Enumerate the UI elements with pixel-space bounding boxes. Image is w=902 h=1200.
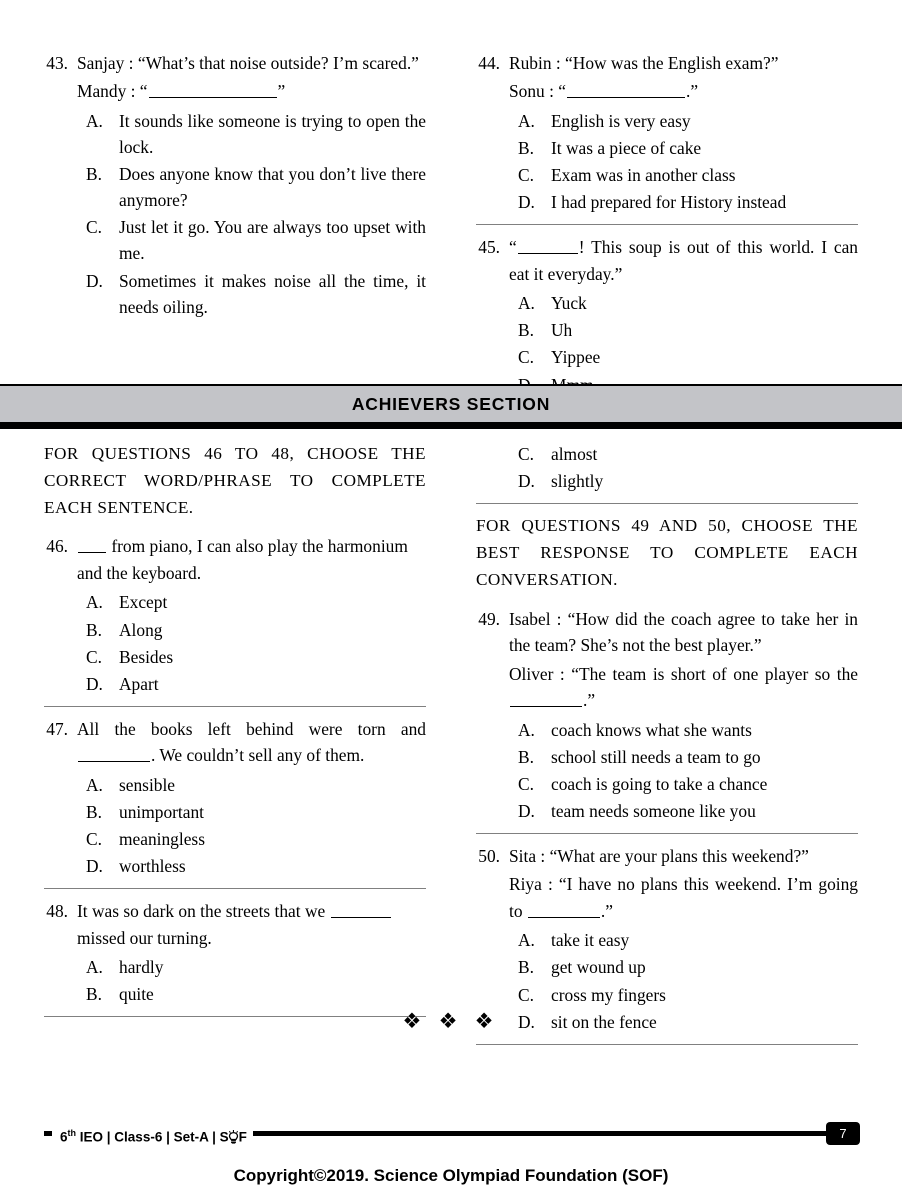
question-48-options-left [44,954,426,1007]
option-b[interactable] [86,981,426,1007]
answer-blank [518,237,578,254]
option-b[interactable] [86,799,426,825]
question-separator [44,888,426,889]
question-48-options-right [476,441,858,494]
question-44-line2 [509,78,858,104]
option-d-letter: D. [86,856,103,877]
option-a[interactable] [518,108,858,134]
option-c-letter: C. [518,347,534,368]
option-b-text: quite [119,984,154,1005]
option-c[interactable] [518,441,858,467]
option-a-letter: A. [518,719,535,740]
option-a-letter: A. [518,930,535,951]
bottom-left-column [44,441,426,1054]
option-b[interactable] [86,161,426,213]
option-a-letter: A. [518,293,535,314]
question-44-line2-suffix: .” [686,81,699,102]
option-b[interactable] [518,744,858,770]
answer-blank [528,901,600,918]
question-separator [476,503,858,504]
question-48 [44,898,426,1007]
footer-suffix: F [238,1129,247,1145]
option-c-text: coach is going to take a chance [551,773,768,794]
option-b-letter: B. [518,746,534,767]
option-c[interactable] [86,214,426,266]
option-c-letter: C. [518,444,534,464]
question-44-line1: Rubin : “How was the English exam?” [509,53,779,73]
option-a-text: sensible [119,774,176,795]
question-46-suffix: from piano, I can also play the harmonium and the keyboard. [77,536,408,583]
option-c-text: almost [551,444,598,464]
option-b-letter: B. [86,801,102,822]
question-separator [476,224,858,225]
option-b[interactable] [86,617,426,643]
question-45-text [509,234,858,287]
answer-blank [149,81,277,98]
option-b-text: school still needs a team to go [551,746,761,767]
question-45-prefix: “ [509,237,517,258]
option-a[interactable] [86,589,426,615]
question-47-options [44,772,426,879]
option-c-text: meaningless [119,828,205,849]
option-a-letter: A. [86,110,103,131]
question-43-number: 43. [46,53,68,73]
banner-bottom-rule [0,422,902,429]
option-c-letter: C. [86,828,102,849]
option-a[interactable] [86,772,426,798]
question-49-line2-suffix: .” [583,690,596,711]
option-c[interactable] [86,644,426,670]
option-d[interactable] [86,671,426,697]
question-48-text [77,898,426,951]
option-c-letter: C. [518,165,534,186]
instruction-right: FOR QUESTIONS 49 AND 50, CHOOSE THE BEST RESPONSE TO COMPLETE EACH CONVERSATION. [476,516,858,589]
option-a-text: English is very easy [551,110,691,131]
answer-blank [78,536,106,553]
bottom-question-columns [0,441,902,1054]
diamond-ornament-icon: ❖ ❖ ❖ [402,1009,500,1033]
option-a-text: coach knows what she wants [551,719,752,740]
question-47 [44,716,426,879]
question-46-number: 46. [46,536,68,557]
question-50 [476,843,858,1035]
question-49-line2-prefix: Oliver : “The team is short of one player so the [509,663,858,684]
question-48-prefix: It was so dark on the streets that we [77,901,330,922]
question-50-number: 50. [478,845,500,866]
option-a-text: Yuck [551,293,587,314]
option-a-letter: A. [86,774,103,795]
question-46 [44,533,426,696]
banner-title: ACHIEVERS SECTION [351,393,551,414]
option-d-text: I had prepared for History instead [551,192,787,213]
option-c[interactable] [86,826,426,852]
option-d-letter: D. [518,192,535,213]
option-d-text: sit on the fence [551,1011,657,1032]
option-b-text: get wound up [551,957,646,978]
option-d-letter: D. [518,471,535,492]
question-45 [476,234,858,397]
question-46-options [44,589,426,696]
question-44-options [476,108,858,215]
option-a-letter: A. [86,592,103,613]
question-43-stem [44,50,426,105]
question-48-number: 48. [46,901,68,922]
option-b[interactable] [518,954,858,980]
option-c-text: Yippee [551,347,601,368]
question-43 [44,50,426,320]
question-43-line2 [77,78,426,104]
question-45-stem [476,234,858,287]
option-d-text: worthless [119,856,186,877]
answer-blank [510,690,582,707]
question-45-options [476,290,858,397]
option-c-text: cross my fingers [551,984,666,1005]
option-d[interactable] [86,853,426,879]
question-44-line2-prefix: Sonu : “ [509,81,567,102]
option-d[interactable] [518,798,858,824]
question-separator [476,833,858,834]
instruction-left: FOR QUESTIONS 46 TO 48, CHOOSE THE CORRECT WORD/PHRASE TO COMPLETE EACH SENTENCE. [44,444,426,517]
option-b-letter: B. [86,619,102,640]
page-number-badge [826,1122,860,1145]
option-d-text: slightly [551,471,604,492]
question-44-number: 44. [478,53,500,73]
option-c-letter: C. [86,217,102,238]
option-d-text: team needs someone like you [551,800,756,821]
answer-blank [78,745,150,762]
question-43-line1: Sanjay : “What’s that noise outside? I’m scared.” [77,53,419,73]
option-c[interactable] [518,162,858,188]
option-b-text: Uh [551,320,573,341]
option-c-letter: C. [518,984,534,1005]
option-d-letter: D. [86,270,103,291]
option-c-letter: C. [518,773,534,794]
question-50-stem [476,843,858,924]
copyright-line: Copyright©2019. Science Olympiad Foundation (SOF) [233,1166,669,1185]
top-left-column [44,50,426,399]
option-b-text: Does anyone know that you don’t live there anymore? [119,164,426,211]
option-a-letter: A. [86,957,103,978]
column-end-separator [476,1044,858,1045]
question-48-stem [44,898,426,951]
question-50-line2 [509,871,858,924]
option-b[interactable] [518,317,858,343]
question-49-line1: Isabel : “How did the coach agree to take her in the team? She’s not the best player.” [509,608,858,656]
option-c[interactable] [518,344,858,370]
question-47-number: 47. [46,718,68,739]
option-d-text: Sometimes it makes noise all the time, it needs oiling. [119,270,426,317]
option-a-text: hardly [119,957,164,978]
option-d[interactable] [86,268,426,320]
question-50-line1: Sita : “What are your plans this weekend?” [509,845,809,866]
question-49-stem [476,606,858,714]
question-46-stem [44,533,426,586]
question-43-options [44,108,426,320]
option-d-letter: D. [518,1011,535,1032]
question-49 [476,606,858,824]
option-a[interactable] [86,108,426,160]
option-c-text: Exam was in another class [551,165,736,186]
option-a-text: Except [119,592,168,613]
question-47-text [77,716,426,769]
option-d-letter: D. [86,673,103,694]
option-b-letter: B. [86,164,102,185]
question-49-options [476,717,858,824]
top-right-column [476,50,858,399]
question-50-line2-suffix: .” [600,900,613,921]
question-47-suffix: . We couldn’t sell any of them. [151,745,365,766]
option-d-text: Apart [119,673,159,694]
top-question-columns [0,50,902,399]
option-c-text: Besides [119,646,174,667]
footer-text: IEO | Class-6 | Set-A | S [76,1129,229,1145]
page-number: 7 [839,1126,847,1141]
option-a[interactable] [86,954,426,980]
option-b-text: unimportant [119,801,205,822]
option-a[interactable] [518,927,858,953]
answer-blank [567,81,685,98]
question-43-line2-prefix: Mandy : “ [77,81,148,102]
question-46-text [77,533,426,586]
answer-blank [331,901,391,918]
option-b-letter: B. [518,138,534,159]
footer-prefix: 6 [60,1129,68,1145]
sof-logo [229,1127,239,1149]
option-d[interactable] [518,468,858,494]
question-48-suffix: missed our turning. [77,927,212,948]
question-separator [44,706,426,707]
footer-exam-label [52,1122,253,1149]
lightbulb-icon [228,1129,239,1143]
option-c[interactable] [518,982,858,1008]
footer-ordinal-suffix: th [67,1128,77,1138]
question-45-number: 45. [478,237,500,258]
question-44 [476,50,858,215]
option-c-text: Just let it go. You are always too upset with me. [119,217,426,264]
option-b-text: It was a piece of cake [551,138,702,159]
option-c-letter: C. [86,646,102,667]
option-a-letter: A. [518,110,535,131]
achievers-section-banner [0,384,902,429]
option-b-letter: B. [518,957,534,978]
question-47-stem [44,716,426,769]
question-45-suffix: ! This soup is out of this world. I can eat it everyday.” [509,237,858,284]
option-c[interactable] [518,771,858,797]
option-d[interactable] [518,189,858,215]
banner-grey-bar [0,386,902,422]
question-44-stem [476,50,858,105]
question-49-line2 [509,661,858,714]
bottom-right-column [476,441,858,1054]
option-a-text: take it easy [551,930,630,951]
option-d-letter: D. [518,800,535,821]
question-43-text [77,50,426,105]
question-49-number: 49. [478,608,500,629]
question-44-text [509,50,858,105]
option-a[interactable] [518,290,858,316]
question-50-text [509,843,858,924]
question-50-line2-prefix: Riya : “I have no plans this weekend. I’m going to [509,874,858,921]
question-49-text [509,606,858,714]
option-b[interactable] [518,135,858,161]
option-b-letter: B. [86,984,102,1005]
option-a-text: It sounds like someone is trying to open the lock. [119,110,426,158]
question-43-line2-suffix: ” [277,81,286,102]
question-47-prefix: All the books left behind were torn and [77,718,426,739]
option-b-text: Along [119,619,163,640]
option-b-letter: B. [518,320,534,341]
option-a[interactable] [518,717,858,743]
